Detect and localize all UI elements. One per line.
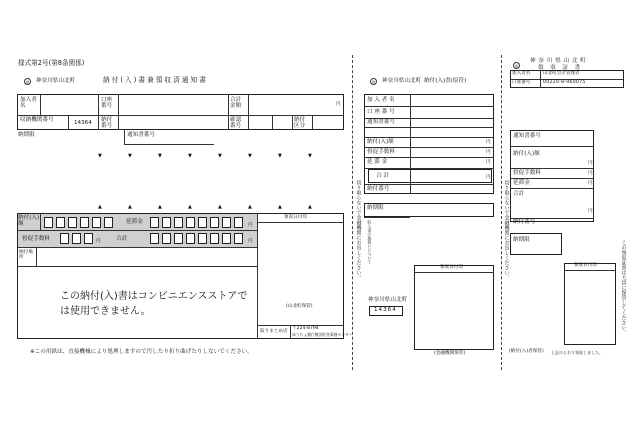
address-center: ゆうちょ銀行横浜貯金事務センター: [292, 332, 353, 337]
institution-no-label: 収納機関番号: [20, 117, 54, 123]
no-cut-note: 切り取らないで金融機関にお出しください。: [503, 180, 510, 280]
down-marker-icon: ▼: [218, 153, 222, 159]
down-marker-icon: ▼: [278, 153, 282, 159]
account-no-label: 口座番号: [101, 97, 113, 109]
down-marker-icon: ▼: [188, 153, 192, 159]
supervision-fee-label: 督促手数料: [22, 236, 50, 242]
payment-place-label: 納付場所: [19, 250, 33, 260]
down-marker-icon: ▼: [128, 153, 132, 159]
right-account-value: 00220-8-960075: [543, 80, 586, 85]
up-marker-icon: ▲: [128, 204, 132, 210]
payer-storage-label: (納付(入)者保管): [509, 349, 544, 354]
middle-stamp-code: 14364: [374, 307, 397, 313]
up-marker-icon: ▲: [158, 204, 162, 210]
down-marker-icon: ▼: [248, 153, 252, 159]
up-marker-icon: ▲: [218, 204, 222, 210]
town-seal-icon: ◎: [371, 79, 376, 84]
total-label: 合計: [116, 236, 128, 242]
up-marker-icon: ▲: [248, 204, 252, 210]
middle-vertical-note: 収入金の取扱いについて: [367, 220, 373, 264]
middle-title: 納付(入)書(原符): [424, 78, 467, 84]
payment-category-label: 納付区分: [294, 117, 306, 129]
due-date-label: 納期限: [18, 132, 35, 138]
right-receipt-box: [564, 263, 616, 345]
town-seal-icon: ◎: [25, 79, 30, 84]
middle-receipt-box: [414, 265, 494, 350]
up-marker-icon: ▲: [278, 204, 282, 210]
convenience-store-notice: この納付(入)書はコンビニエンスストアでは使用できません。: [60, 291, 248, 317]
institution-code: 14364: [74, 120, 92, 126]
bank-storage-label: (金融機関保管): [434, 351, 466, 356]
middle-town-label: 神奈川県山北町: [368, 297, 408, 303]
down-marker-icon: ▼: [308, 153, 312, 159]
main-title: 納 付 ( 入 ) 書 兼 領 収 済 通 知 書: [103, 76, 206, 84]
right-town: 神 奈 川 県 山 北 町: [530, 58, 587, 64]
middle-town: 神奈川県山北町: [382, 78, 422, 84]
town-storage-label: (山北町保管): [286, 304, 313, 309]
payment-no-label: 納付番号: [101, 117, 113, 129]
payer-name-label: 加入者名: [20, 97, 37, 109]
right-payer-value: 山北町会計管理者: [543, 71, 580, 76]
down-marker-icon: ▼: [98, 153, 102, 159]
no-cut-note: 切り取らないで金融機関にお出しください。: [355, 180, 362, 280]
form-id: 様式第2号(第8条関係): [18, 59, 85, 67]
total-amount-label: 合計金額: [230, 97, 242, 109]
cut-line: [501, 55, 502, 370]
yen-unit: 円: [336, 102, 341, 107]
up-marker-icon: ▲: [308, 204, 312, 210]
right-storage-note: 上記のとおり領収しました。: [551, 350, 603, 355]
down-marker-icon: ▼: [158, 153, 162, 159]
right-vertical-note: この領収証書は大切に保管してください。: [620, 240, 627, 335]
up-marker-icon: ▲: [98, 204, 102, 210]
late-fee-label: 延滞金: [126, 219, 143, 225]
payment-amount-label: 納付(入)額: [18, 215, 40, 227]
confirm-no-label: 確認番号: [230, 117, 242, 129]
town-seal-icon: ◎: [514, 63, 519, 68]
town-name: 神奈川県山北町: [36, 78, 76, 84]
address-postal: 〒224-8794: [292, 326, 319, 331]
footer-note: ※この用紙は、直接機械により処理しますので汚したり折り曲げたりしないでください。: [30, 349, 253, 355]
up-marker-icon: ▲: [188, 204, 192, 210]
cut-line: [352, 55, 353, 370]
right-receipt-title: 領 収 証 書: [538, 65, 581, 71]
address-label: 取りまとめ店: [260, 329, 288, 334]
receipt-date-label: 領収日付印: [284, 215, 307, 220]
notice-no-label: 通知書番号: [127, 132, 155, 138]
